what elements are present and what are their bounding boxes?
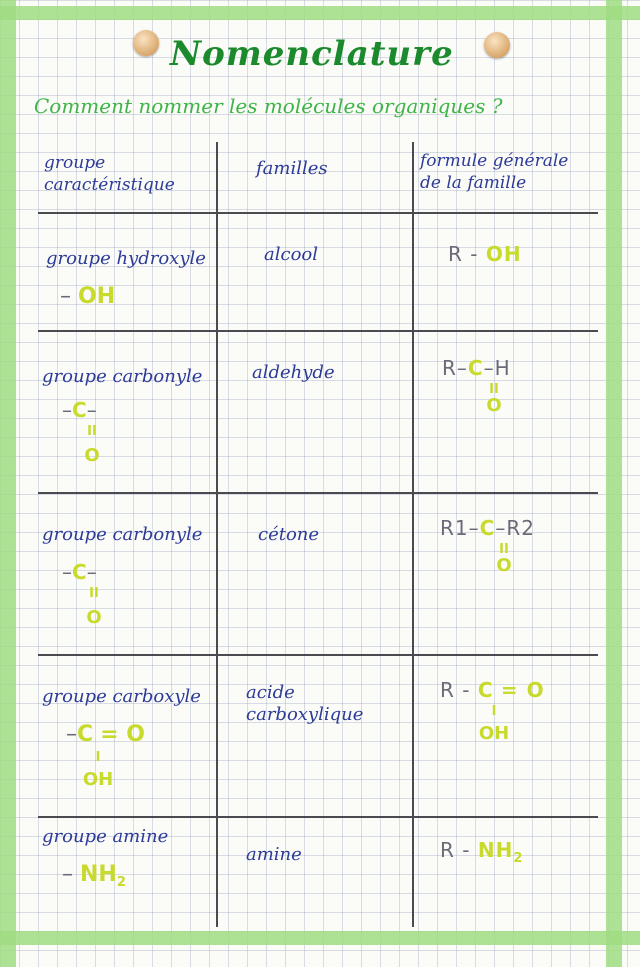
groupe-name: groupe carbonyle (42, 366, 203, 387)
double-bond: II (87, 424, 97, 439)
groupe-formula: –C = O (66, 722, 145, 747)
row-divider (38, 654, 598, 656)
famille-name: alcool (264, 244, 318, 265)
row-divider (38, 492, 598, 494)
row-divider (38, 816, 598, 818)
header-famille: familles (256, 158, 328, 179)
groupe-formula: –C– (62, 398, 97, 422)
famille-name: aldehyde (252, 362, 335, 383)
groupe-name: groupe carbonyle (42, 524, 203, 545)
formule-generale: R - $NH_2$ (440, 838, 524, 866)
left-margin (0, 0, 16, 967)
groupe-name: groupe carboxyle (42, 686, 201, 707)
groupe-formula: – OH (60, 284, 116, 309)
top-margin (0, 6, 640, 20)
groupe-name: groupe amine (42, 826, 169, 847)
row-divider (38, 330, 598, 332)
oxygen: O (486, 395, 502, 416)
page-title: Nomenclature (170, 34, 454, 74)
header-groupe: groupe caractéristique (44, 153, 175, 195)
header-formule: formule générale de la famille (420, 151, 569, 193)
row-divider (38, 212, 598, 214)
right-margin (606, 0, 622, 967)
formule-generale: R1–C–R2 (440, 516, 535, 540)
double-bond: II (89, 586, 99, 601)
hydroxyl: OH (82, 769, 114, 790)
single-bond: I (95, 750, 101, 765)
bottom-margin (0, 931, 640, 945)
pin-icon (133, 30, 159, 56)
hydroxyl: OH (478, 723, 510, 744)
single-bond: I (491, 704, 497, 719)
groupe-formula: –C– (62, 560, 97, 584)
oxygen: O (86, 607, 102, 628)
column-divider (412, 142, 414, 927)
formule-generale: R - C = O (440, 678, 545, 702)
column-divider (216, 142, 218, 927)
formule-generale: R - OH (448, 242, 522, 266)
groupe-name: groupe hydroxyle (46, 248, 206, 269)
famille-name: acide carboxylique (246, 682, 364, 725)
oxygen: O (84, 445, 100, 466)
question: Comment nommer les molécules organiques ? (34, 94, 503, 118)
oxygen: O (496, 555, 512, 576)
pin-icon (484, 32, 510, 58)
double-bond: II (499, 542, 509, 557)
double-bond: II (489, 382, 499, 397)
famille-name: amine (246, 844, 302, 865)
groupe-formula: – $NH_2$ (62, 862, 126, 890)
formule-generale: R–C–H (442, 356, 511, 380)
famille-name: cétone (258, 524, 320, 545)
